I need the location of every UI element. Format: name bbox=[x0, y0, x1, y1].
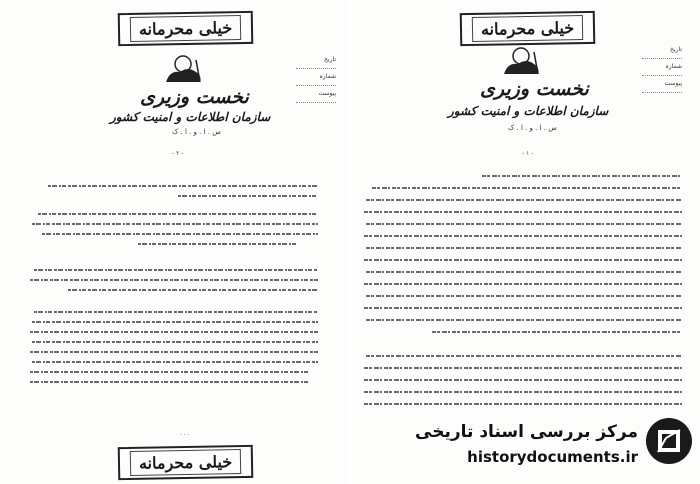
page-mark: - ۱ - bbox=[522, 150, 534, 157]
archive-logo-icon bbox=[644, 416, 694, 466]
classification-stamp-bottom: خیلی محرمانه bbox=[118, 445, 254, 480]
lion-and-sun-emblem-icon bbox=[160, 52, 206, 86]
document-page-left bbox=[0, 0, 348, 484]
field-date: تاریخ bbox=[642, 42, 682, 59]
illegible-typewritten-body bbox=[28, 180, 324, 410]
archive-title: مرکز بررسی اسناد تاریخی bbox=[415, 422, 638, 442]
header-fields bbox=[642, 42, 682, 93]
office-title: نخست وزیری bbox=[140, 86, 249, 108]
document-page-right bbox=[352, 0, 700, 484]
archive-url: historydocuments.ir bbox=[467, 448, 638, 466]
illegible-typewritten-body bbox=[362, 170, 688, 426]
organization-name: سازمان اطلاعات و امنیت کشور bbox=[110, 110, 271, 124]
field-date: تاریخ bbox=[296, 52, 336, 69]
field-attachment: پیوست bbox=[296, 86, 336, 103]
classification-stamp-top: خیلی محرمانه bbox=[460, 11, 596, 46]
reference-code: س . ا . و . ا . ک bbox=[508, 124, 557, 132]
office-title: نخست وزیری bbox=[480, 78, 589, 100]
page-mark: - ۲ - bbox=[172, 150, 184, 157]
classification-stamp-top: خیلی محرمانه bbox=[118, 11, 254, 46]
header-fields bbox=[296, 52, 336, 103]
bottom-mark: · · · bbox=[180, 432, 190, 439]
field-number: شماره bbox=[642, 59, 682, 76]
field-attachment: پیوست bbox=[642, 76, 682, 93]
archive-watermark bbox=[415, 416, 694, 478]
organization-name: سازمان اطلاعات و امنیت کشور bbox=[448, 104, 609, 118]
reference-code: س . ا . و . ا . ک bbox=[172, 128, 221, 136]
field-number: شماره bbox=[296, 69, 336, 86]
lion-and-sun-emblem-icon bbox=[498, 44, 544, 78]
